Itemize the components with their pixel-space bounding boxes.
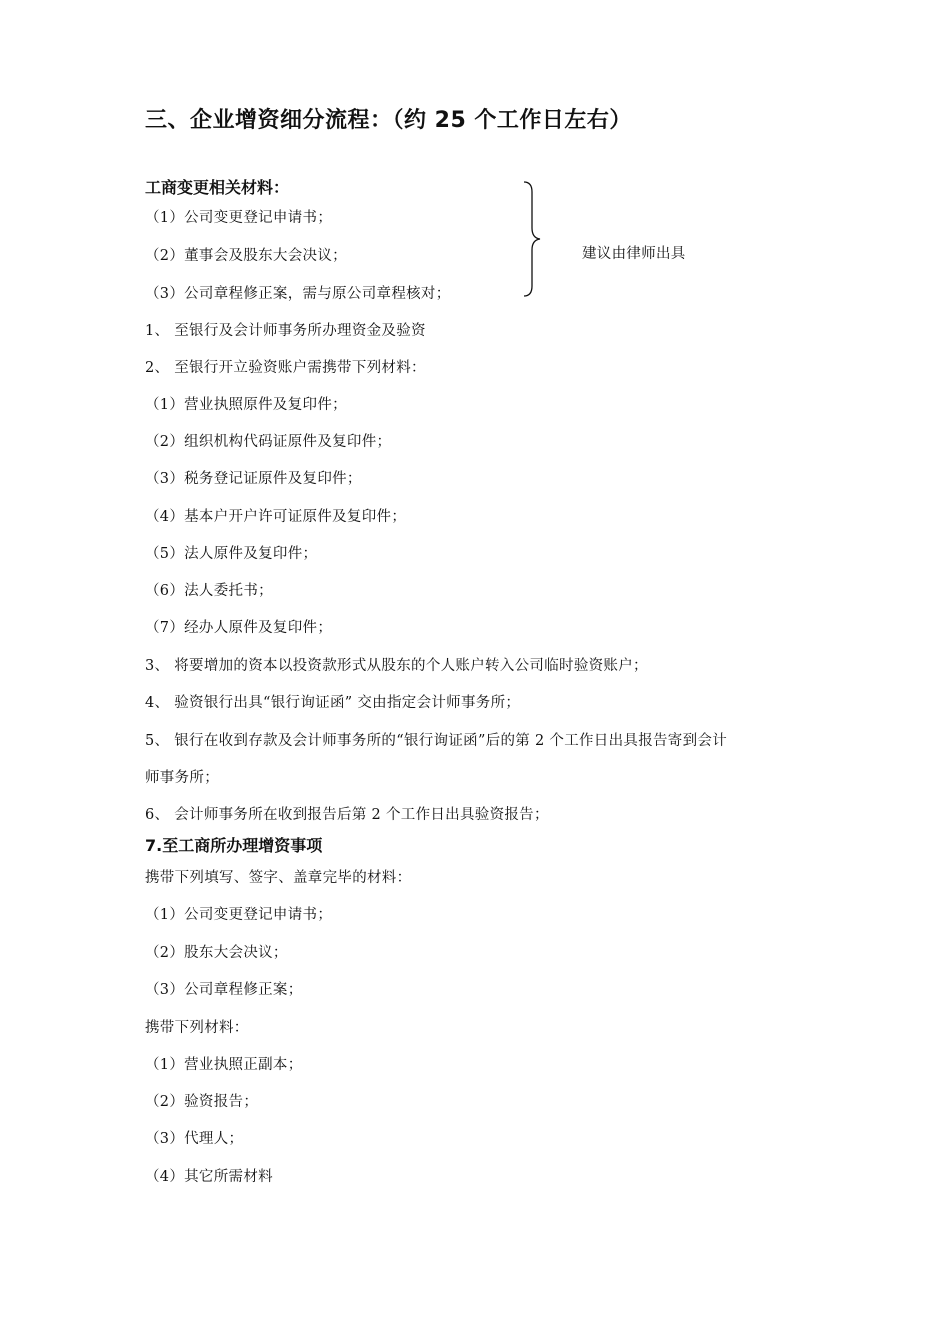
step-7-group-1-label: 携带下列填写、签字、盖章完毕的材料： <box>145 870 412 886</box>
step-2-item: （7）经办人原件及复印件； <box>145 620 333 636</box>
materials-item: （3）公司章程修正案，需与原公司章程核对； <box>145 286 451 302</box>
step-2-item: （3）税务登记证原件及复印件； <box>145 471 362 487</box>
step-7-item: （3）代理人； <box>145 1131 244 1147</box>
materials-item: （2）董事会及股东大会决议； <box>145 248 347 264</box>
step-2-item: （1）营业执照原件及复印件； <box>145 397 347 413</box>
step-5-continued: 师事务所； <box>145 770 219 786</box>
step-2-item: （2）组织机构代码证原件及复印件； <box>145 434 392 450</box>
step-7-group-2-label: 携带下列材料： <box>145 1020 249 1036</box>
step-5: 5、 银行在收到存款及会计师事务所的“银行询证函”后的第 2 个工作日出具报告寄到会计 <box>145 733 727 749</box>
step-4: 4、 验资银行出具“银行询证函” 交由指定会计师事务所； <box>145 695 521 711</box>
right-brace-icon <box>520 180 550 298</box>
step-2: 2、 至银行开立验资账户需携带下列材料： <box>145 360 426 376</box>
page-title: 三、企业增资细分流程：（约 25 个工作日左右） <box>145 108 632 133</box>
step-6: 6、 会计师事务所在收到报告后第 2 个工作日出具验资报告； <box>145 807 549 823</box>
step-7-heading: 7.至工商所办理增资事项 <box>145 836 323 855</box>
step-7-item: （4）其它所需材料 <box>145 1169 273 1185</box>
step-2-item: （6）法人委托书； <box>145 583 273 599</box>
step-2-item: （4）基本户开户许可证原件及复印件； <box>145 509 407 525</box>
materials-item: （1）公司变更登记申请书； <box>145 210 333 226</box>
step-2-item: （5）法人原件及复印件； <box>145 546 318 562</box>
step-7-item: （2）股东大会决议； <box>145 945 288 961</box>
lawyer-note: 建议由律师出具 <box>582 246 686 262</box>
step-1: 1、 至银行及会计师事务所办理资金及验资 <box>145 323 426 339</box>
step-3: 3、 将要增加的资本以投资款形式从股东的个人账户转入公司临时验资账户； <box>145 658 648 674</box>
materials-heading: 工商变更相关材料： <box>145 178 290 197</box>
step-7-item: （1）营业执照正副本； <box>145 1057 303 1073</box>
step-7-item: （1）公司变更登记申请书； <box>145 907 333 923</box>
step-7-item: （3）公司章程修正案； <box>145 982 303 998</box>
step-7-item: （2）验资报告； <box>145 1094 259 1110</box>
